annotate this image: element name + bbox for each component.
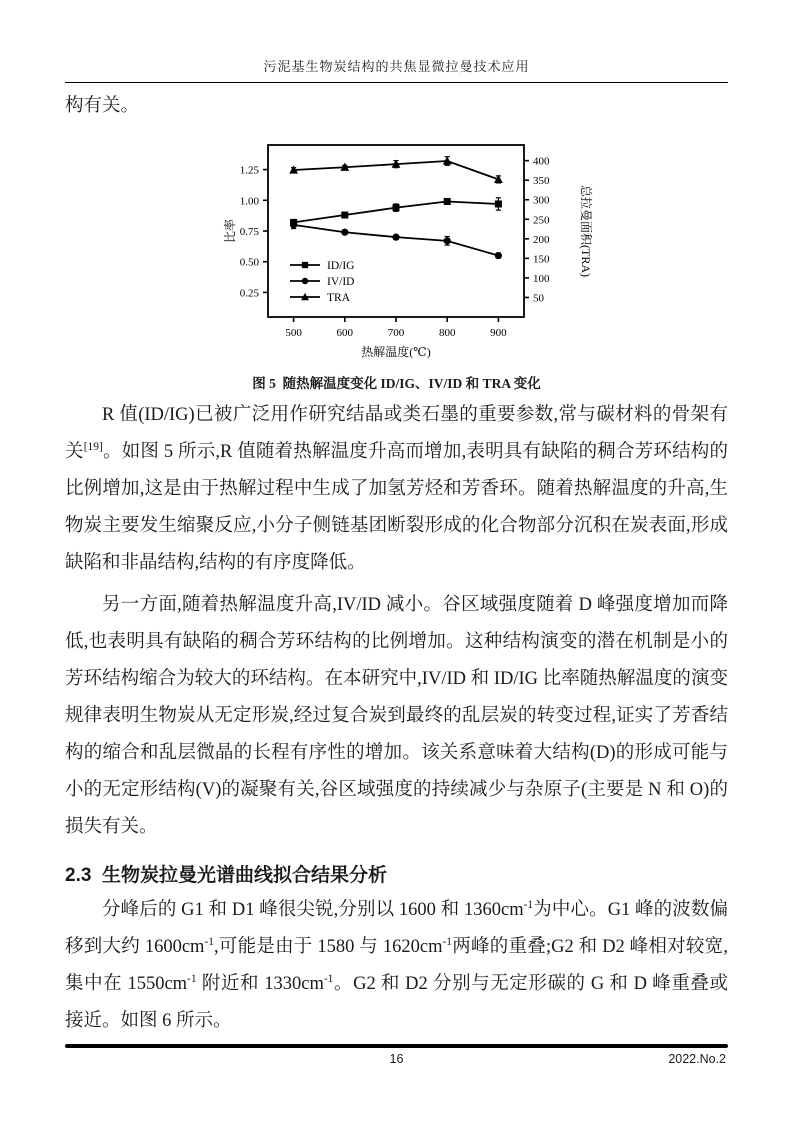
- svg-text:350: 350: [532, 175, 549, 188]
- svg-text:TRA: TRA: [326, 292, 350, 304]
- page-number: 16: [389, 1052, 404, 1066]
- issue-label: 2022.No.2: [668, 1052, 726, 1066]
- svg-text:1.00: 1.00: [239, 195, 259, 208]
- svg-text:100: 100: [532, 272, 549, 285]
- leading-text: 构有关。: [65, 96, 140, 116]
- svg-text:IV/ID: IV/ID: [326, 276, 354, 288]
- svg-text:700: 700: [387, 327, 404, 339]
- paragraph-1: [65, 397, 728, 582]
- svg-text:1.25: 1.25: [239, 164, 259, 177]
- svg-text:900: 900: [489, 327, 507, 339]
- svg-text:250: 250: [532, 214, 549, 227]
- text-run: 另一方面,随着热解温度升高,IV/ID 减小。谷区域强度随着 D 峰强度增加而降低,也表明具有缺陷的稠合芳环结构的比例增加。这种结构演变的潜在机制是小的芳环结构缩合为较大的环结构。在本研究中,IV/ID 和 ID/IG 比率随热解温度的演变规律表明生物炭从无定形炭,经过复合炭到最终的乱层炭的转变过程,证实了芳香结构的缩合和乱层微晶的长程有序性的增加。该关系意味着大结构(D)的形成可能与小的无定形结构(V)的凝聚有关,谷区域强度的持续减少与杂原子(主要是 N 和 O)的损失有关。: [65, 595, 728, 837]
- svg-text:比率: 比率: [222, 218, 237, 244]
- svg-text:800: 800: [438, 327, 455, 339]
- svg-text:热解温度(℃): 热解温度(℃): [360, 345, 431, 359]
- superscript: -1: [187, 972, 197, 985]
- svg-text:600: 600: [336, 327, 353, 339]
- text-run: 分峰后的 G1 和 D1 峰很尖锐,分别以 1600 和 1360cm: [102, 900, 524, 920]
- superscript: -1: [204, 935, 214, 948]
- raman-trend-chart: [220, 133, 600, 361]
- paragraph-2: [65, 587, 728, 846]
- text-run: R 值(ID/IG)已被广泛用作研究结晶或类石墨的重要参数,常与碳材料的骨架有关: [65, 405, 728, 462]
- superscript: -1: [523, 898, 534, 911]
- svg-text:400: 400: [532, 155, 549, 168]
- svg-text:0.75: 0.75: [239, 226, 259, 238]
- footer-rule: [65, 1044, 728, 1048]
- text-run: ,可能是由于 1580 与 1620cm: [213, 937, 443, 957]
- svg-text:50: 50: [532, 292, 544, 305]
- page-footer: [65, 1044, 728, 1070]
- svg-text:总拉曼面积(TRA): 总拉曼面积(TRA): [578, 185, 593, 277]
- section-heading-2-3: 2.3 生物炭拉曼光谱曲线拟合结果分析: [65, 865, 387, 886]
- svg-text:300: 300: [532, 194, 549, 207]
- text-run: 附近和 1330cm: [196, 974, 324, 994]
- figure-5: [65, 133, 728, 366]
- header-rule: [65, 82, 728, 83]
- superscript: -1: [323, 972, 334, 985]
- superscript: -1: [442, 935, 453, 948]
- svg-text:ID/IG: ID/IG: [326, 260, 354, 272]
- figure-caption: 图 5 随热解温度变化 ID/IG、IV/ID 和 TRA 变化: [252, 376, 541, 391]
- text-run: 两峰的重叠;G2 和 D2 峰相对较宽,集中在 1550cm: [65, 937, 728, 994]
- svg-text:0.50: 0.50: [239, 256, 259, 269]
- text-run: 。如图 5 所示,R 值随着热解温度升高而增加,表明具有缺陷的稠合芳环结构的比例增加,这是由于热解过程中生成了加氢芳烃和芳香环。随着热解温度的升高,生物炭主要发生缩聚反应,小分子侧链基团断裂形成的化合物部分沉积在炭表面,形成缺陷和非晶结构,结构的有序度降低。: [65, 442, 728, 573]
- svg-text:150: 150: [532, 253, 549, 266]
- svg-text:500: 500: [284, 327, 302, 339]
- text-run: 为中心。G1 峰的波数偏移到大约 1600cm: [65, 900, 728, 957]
- superscript: [19]: [83, 440, 103, 453]
- svg-text:200: 200: [532, 233, 549, 246]
- running-title: 污泥基生物炭结构的共焦显微拉曼技术应用: [263, 59, 530, 74]
- svg-text:0.25: 0.25: [239, 287, 259, 300]
- paragraph-3: [65, 892, 728, 1040]
- text-run: 。G2 和 D2 分别与无定形碳的 G 和 D 峰重叠或接近。如图 6 所示。: [65, 974, 728, 1031]
